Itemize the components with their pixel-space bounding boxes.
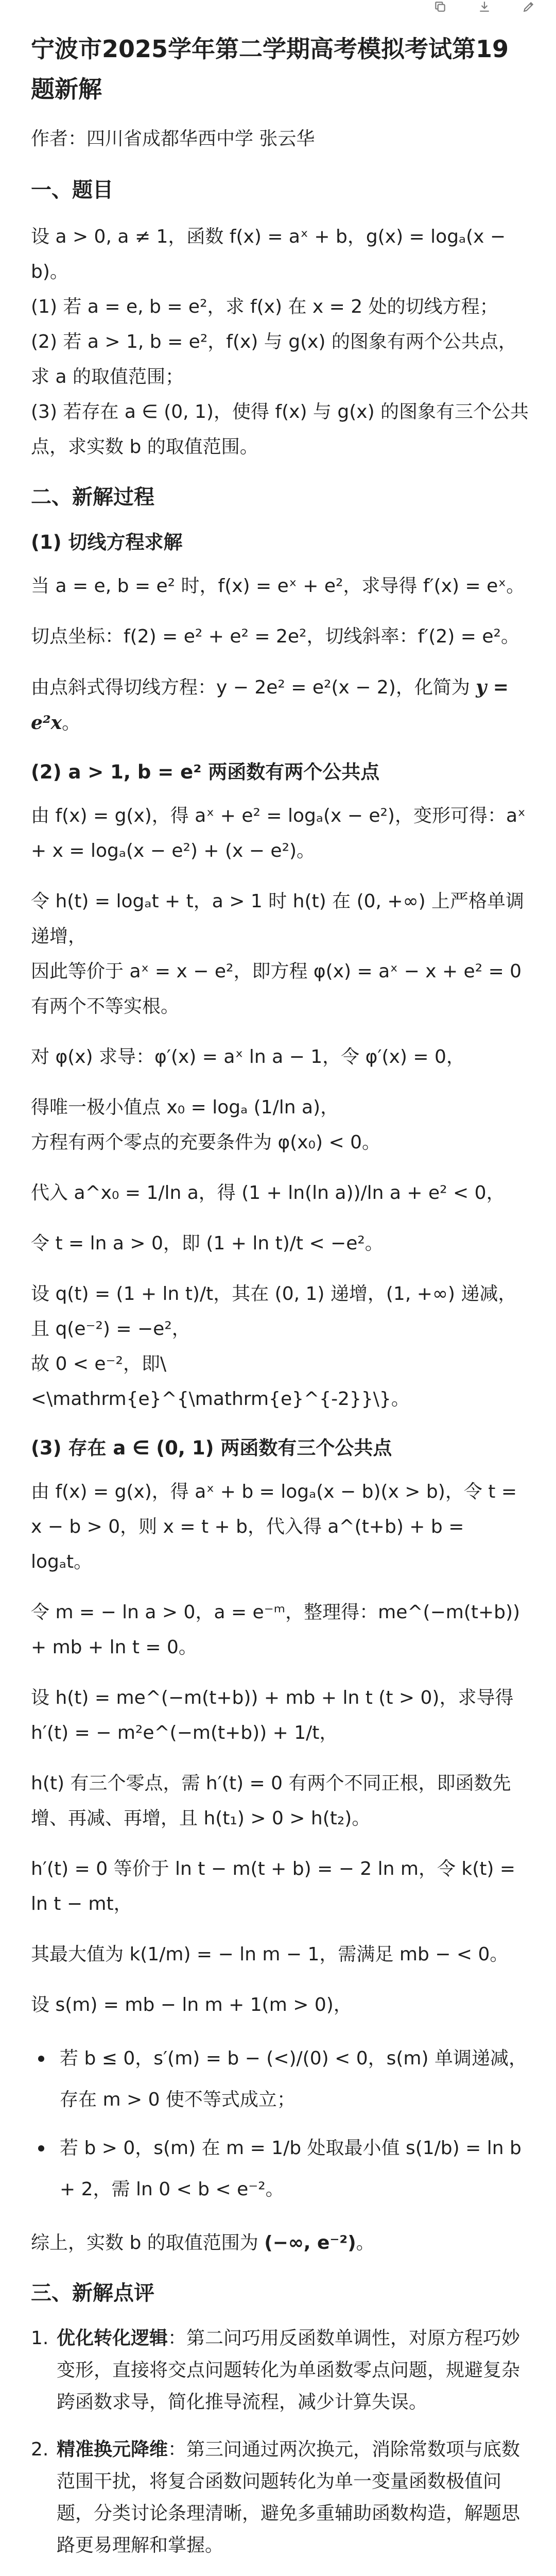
part2-extremum bbox=[31, 1090, 530, 1160]
review-text: ：第三问通过两次换元，消除常数项与底数范围干扰，将复合函数问题转化为单一变量函数极值问题，分类讨论条理清晰，避免多重辅助函数构造，解题思路更易理解和掌握。 bbox=[57, 2439, 520, 2556]
author-line: 作者：四川省成都华西中学 张云华 bbox=[31, 128, 315, 149]
part2-monotonic bbox=[31, 884, 530, 1024]
edit-icon[interactable] bbox=[522, 0, 535, 13]
part3-k-function: h′(t) = 0 等价于 ln t − m(t + b) = − 2 ln m，令 k(t) = ln t − mt， bbox=[31, 1858, 516, 1914]
review-list bbox=[31, 2323, 530, 2576]
part3-substitution: 由 f(x) = g(x)，得 aˣ + b = logₐ(x − b)(x > b)，令 t = x − b > 0，则 x = t + b，代入得 a^(t+b) + b = logₐt。 bbox=[31, 1481, 517, 1572]
part2-h-definition: 令 h(t) = logₐt + t，a > 1 时 h(t) 在 (0, +∞) 上严格单调递增， bbox=[31, 891, 525, 947]
part1-tangent-point: 切点坐标：f(2) = e² + e² = 2e²，切线斜率：f′(2) = e²。 bbox=[31, 626, 519, 647]
part1-tangent-text: 由点斜式得切线方程：y − 2e² = e²(x − 2)，化简为 bbox=[31, 677, 470, 698]
part2-result: 故 0 < e⁻²，即\<\mathrm{e}^{\mathrm{e}^{-2}}\}。 bbox=[31, 1353, 410, 1410]
problem-statement bbox=[31, 219, 530, 465]
part3-s-function: 设 s(m) = mb − ln m + 1(m > 0)， bbox=[31, 1994, 352, 2015]
part3-conclusion bbox=[31, 2226, 530, 2261]
part3-k-max: 其最大值为 k(1/m) = − ln m − 1，需满足 mb − < 0。 bbox=[31, 1944, 509, 1965]
review-item bbox=[31, 2434, 530, 2562]
section-heading-review: 三、新解点评 bbox=[31, 2281, 154, 2305]
review-number: 2. bbox=[31, 2439, 49, 2460]
part1-period: 。 bbox=[62, 713, 81, 734]
part2-q-function bbox=[31, 1277, 530, 1417]
conclusion-answer: (−∞, e⁻²) bbox=[264, 2232, 356, 2253]
article bbox=[31, 29, 530, 2576]
question-1: (1) 若 a = e, b = e²，求 f(x) 在 x = 2 处的切线方程； bbox=[31, 296, 498, 317]
part2-equation: 由 f(x) = g(x)，得 aˣ + e² = logₐ(x − e²)，变形可得：aˣ + x = logₐ(x − e²) + (x − e²)。 bbox=[31, 805, 526, 861]
page-title: 宁波市2025学年第二学期高考模拟考试第19题新解 bbox=[31, 35, 509, 103]
review-text: ：第二问巧用反函数单调性，对原方程巧妙变形，直接将交点问题转化为单函数零点问题，规避复杂跨函数求导，简化推导流程，减少计算失误。 bbox=[57, 2328, 520, 2413]
review-number: 1. bbox=[31, 2328, 49, 2349]
case-b-positive: 若 b > 0，s(m) 在 m = 1/b 处取最小值 s(1/b) = ln b + 2，需 ln 0 < b < e⁻²。 bbox=[31, 2128, 530, 2210]
part1-heading: (1) 切线方程求解 bbox=[31, 531, 183, 553]
review-item bbox=[31, 2323, 530, 2418]
part2-min-point: 得唯一极小值点 x₀ = logₐ (1/ln a)， bbox=[31, 1097, 339, 1118]
review-label: 精准换元降维 bbox=[57, 2439, 168, 2460]
conclusion-period: 。 bbox=[356, 2232, 375, 2253]
part2-t-sub: 令 t = ln a > 0，即 (1 + ln t)/t < −e²。 bbox=[31, 1233, 384, 1254]
problem-setup: 设 a > 0, a ≠ 1，函数 f(x) = aˣ + b，g(x) = logₐ(x − b)。 bbox=[31, 226, 506, 282]
conclusion-text: 综上，实数 b 的取值范围为 bbox=[31, 2232, 258, 2253]
review-label: 优化转化逻辑 bbox=[57, 2328, 168, 2349]
part2-derivative: 对 φ(x) 求导：φ′(x) = aˣ ln a − 1，令 φ′(x) = 0， bbox=[31, 1046, 465, 1067]
part2-substitute: 代入 a^x₀ = 1/ln a，得 (1 + ln(ln a))/ln a + e² < 0， bbox=[31, 1182, 505, 1204]
section-heading-problem: 一、题目 bbox=[31, 178, 113, 202]
part3-three-zeros: h(t) 有三个零点，需 h′(t) = 0 有两个不同正根，即函数先增、再减、再增，且 h(t₁) > 0 > h(t₂)。 bbox=[31, 1773, 511, 1829]
part3-m-sub: 令 m = − ln a > 0，a = e⁻ᵐ，整理得：me^(−m(t+b)) + mb + ln t = 0。 bbox=[31, 1602, 520, 1658]
part2-phi-definition: 因此等价于 aˣ = x − e²，即方程 φ(x) = aˣ − x + e² = 0 有两个不等实根。 bbox=[31, 961, 522, 1017]
part2-heading: (2) a > 1, b = e² 两函数有两个公共点 bbox=[31, 761, 380, 783]
part2-q-monotonic: 设 q(t) = (1 + ln t)/t，其在 (0, 1) 递增，(1, +∞) 递减，且 q(e⁻²) = −e²， bbox=[31, 1283, 517, 1340]
part3-h-derivative: 设 h(t) = me^(−m(t+b)) + mb + ln t (t > 0)，求导得 h′(t) = − m²e^(−m(t+b)) + 1/t， bbox=[31, 1687, 514, 1743]
question-2: (2) 若 a > 1, b = e²，f(x) 与 g(x) 的图象有两个公共点，求 a 的取值范围； bbox=[31, 331, 517, 387]
toolbar bbox=[433, 0, 535, 15]
copy-icon[interactable] bbox=[433, 0, 447, 13]
download-icon[interactable] bbox=[478, 0, 491, 13]
section-heading-solution: 二、新解过程 bbox=[31, 485, 154, 509]
question-3: (3) 若存在 a ∈ (0, 1)，使得 f(x) 与 g(x) 的图象有三个公共点，求实数 b 的取值范围。 bbox=[31, 401, 529, 457]
part1-tangent-line bbox=[31, 670, 530, 741]
part1-derivative: 当 a = e, b = e² 时，f(x) = eˣ + e²，求导得 f′(x) = eˣ。 bbox=[31, 575, 525, 597]
part1-answer: y = e²x bbox=[31, 676, 509, 734]
part3-heading: (3) 存在 a ∈ (0, 1) 两函数有三个公共点 bbox=[31, 1437, 392, 1459]
case-b-nonpositive: 若 b ≤ 0，s′(m) = b − (<)/(0) < 0，s(m) 单调递减，存在 m > 0 使不等式成立； bbox=[31, 2038, 530, 2121]
case-list bbox=[31, 2038, 530, 2210]
part2-condition: 方程有两个零点的充要条件为 φ(x₀) < 0。 bbox=[31, 1132, 380, 1153]
